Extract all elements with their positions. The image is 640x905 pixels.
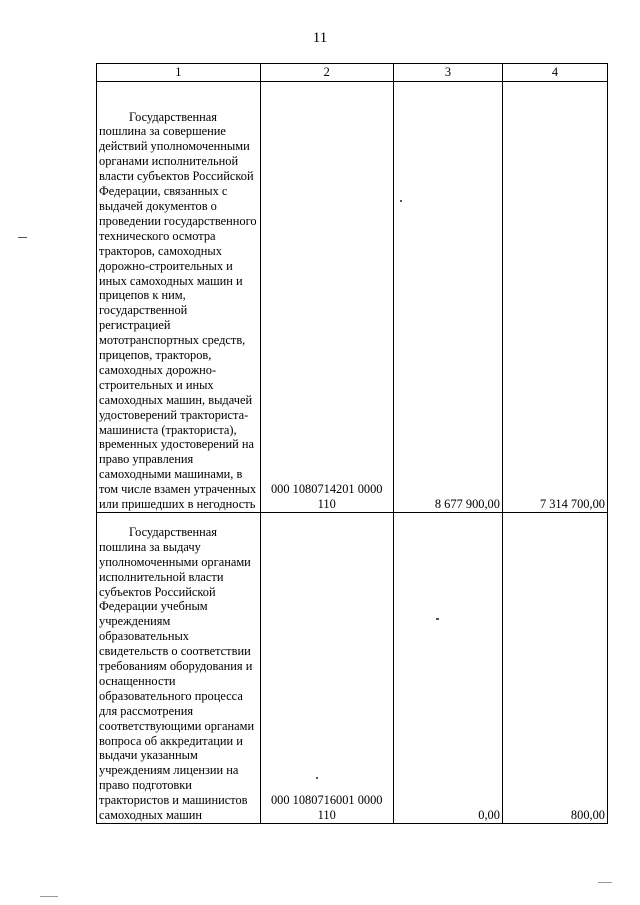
table-row — [97, 82, 608, 513]
table-row — [97, 513, 608, 824]
column-header-4: 4 — [502, 64, 607, 82]
scan-speck — [598, 882, 612, 883]
budget-classification-code: 000 1080714201 0000 110 — [260, 82, 393, 513]
scan-speck — [40, 896, 58, 897]
scan-speck — [400, 200, 402, 202]
column-header-3: 3 — [393, 64, 502, 82]
column-header-2: 2 — [260, 64, 393, 82]
table-header-row — [97, 64, 608, 82]
row-description — [97, 513, 261, 824]
row-description — [97, 82, 261, 513]
budget-table — [96, 63, 608, 824]
scan-speck — [18, 237, 27, 238]
column-header-1: 1 — [97, 64, 261, 82]
amount-column-4: 800,00 — [502, 513, 607, 824]
scan-speck — [436, 618, 439, 620]
budget-classification-code: 000 1080716001 0000 110 — [260, 513, 393, 824]
description-text: Государственная пошлина за выдачу уполномоченными органами исполнительной власти субъектов Российской Федерации учебным учреждениям образовательных свидетельств о соответствии требованиям оборудования и оснащенности образовательного процесса для рассмотрения соответствующими органами вопроса об аккредитации и выдачи указанным учреждениям лицензии на право подготовки трактористов и машинистов самоходных машин — [99, 524, 255, 823]
amount-column-3: 0,00 — [393, 513, 502, 824]
page-number: 11 — [312, 30, 328, 46]
amount-column-4: 7 314 700,00 — [502, 82, 607, 513]
description-text: Государственная пошлина за совершение действий уполномоченными органами исполнительной власти субъектов Российской Федерации, связанных с выдачей документов о проведении государственного технического осмотра тракторов, самоходных дорожно-строительных и иных самоходных машин и прицепов к ним, государственной регистрацией мототранспортных средств, прицепов, тракторов, самоходных дорожно-строительных и иных самоходных машин, выдачей удостоверений тракториста-машиниста (тракториста), временных удостоверений на право управления самоходными машинами, в том числе взамен утраченных или пришедших в негодность — [99, 109, 257, 512]
amount-column-3: 8 677 900,00 — [393, 82, 502, 513]
scan-speck — [316, 777, 318, 779]
